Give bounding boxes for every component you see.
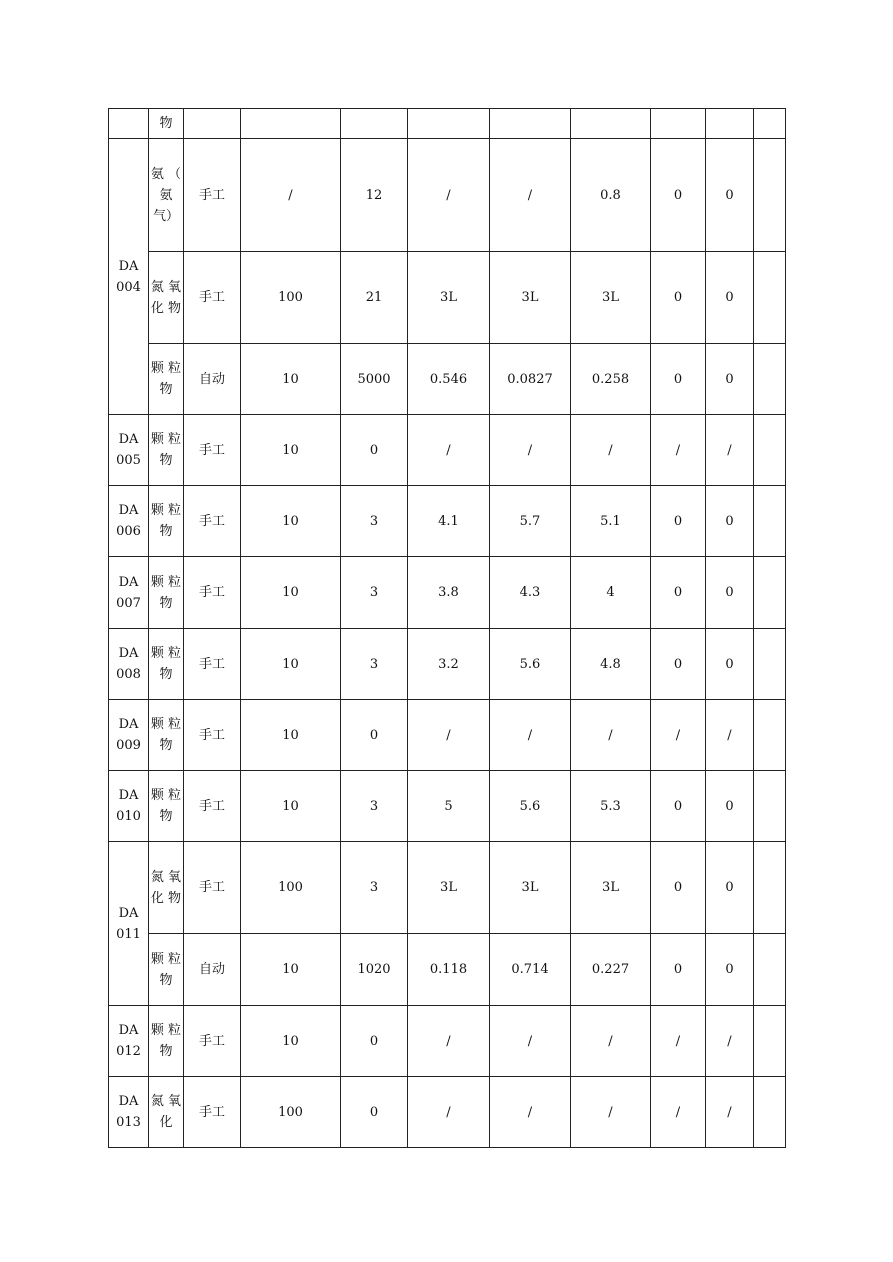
method-cell: 手工 xyxy=(184,557,241,629)
value-cell: 10 xyxy=(241,486,341,557)
value-cell xyxy=(490,109,571,139)
value-cell: 100 xyxy=(241,252,341,344)
value-cell: 4 xyxy=(571,557,651,629)
value-cell xyxy=(408,109,490,139)
value-cell: 0 xyxy=(651,842,706,934)
value-cell: 100 xyxy=(241,842,341,934)
value-cell: / xyxy=(651,700,706,771)
value-cell: 0 xyxy=(706,252,754,344)
value-cell: 5.7 xyxy=(490,486,571,557)
value-cell: 3L xyxy=(571,842,651,934)
pollutant-cell: 颗 粒 物 xyxy=(149,629,184,700)
value-cell: 3L xyxy=(571,252,651,344)
table-row xyxy=(109,415,786,486)
outlet-id-cell xyxy=(109,109,149,139)
method-cell: 手工 xyxy=(184,629,241,700)
table-row xyxy=(109,252,786,344)
method-cell: 手工 xyxy=(184,700,241,771)
value-cell: 100 xyxy=(241,1077,341,1148)
pollutant-cell: 颗 粒 物 xyxy=(149,415,184,486)
value-cell xyxy=(754,139,786,252)
value-cell: 10 xyxy=(241,344,341,415)
outlet-id-cell: DA 009 xyxy=(109,700,149,771)
table-row xyxy=(109,109,786,139)
value-cell xyxy=(241,109,341,139)
outlet-id-cell: DA 010 xyxy=(109,771,149,842)
value-cell: 0 xyxy=(341,700,408,771)
value-cell: 0 xyxy=(651,557,706,629)
value-cell: / xyxy=(490,415,571,486)
value-cell: / xyxy=(706,415,754,486)
value-cell xyxy=(754,934,786,1006)
outlet-id-cell: DA 008 xyxy=(109,629,149,700)
value-cell xyxy=(754,486,786,557)
method-cell: 手工 xyxy=(184,252,241,344)
table-row xyxy=(109,842,786,934)
method-cell xyxy=(184,109,241,139)
pollutant-cell: 颗 粒 物 xyxy=(149,486,184,557)
value-cell: 5 xyxy=(408,771,490,842)
value-cell: / xyxy=(490,1006,571,1077)
value-cell: 3L xyxy=(408,842,490,934)
value-cell xyxy=(571,109,651,139)
value-cell xyxy=(754,415,786,486)
value-cell: 5.1 xyxy=(571,486,651,557)
method-cell: 手工 xyxy=(184,1077,241,1148)
table-row xyxy=(109,486,786,557)
value-cell: / xyxy=(490,700,571,771)
value-cell: 0 xyxy=(341,415,408,486)
value-cell: / xyxy=(571,415,651,486)
value-cell: 0 xyxy=(651,344,706,415)
value-cell: 0 xyxy=(706,557,754,629)
value-cell: 5000 xyxy=(341,344,408,415)
value-cell: / xyxy=(571,1006,651,1077)
value-cell: / xyxy=(706,1006,754,1077)
value-cell: 0 xyxy=(706,344,754,415)
value-cell: 21 xyxy=(341,252,408,344)
value-cell: 3 xyxy=(341,486,408,557)
table-row xyxy=(109,771,786,842)
value-cell: 3.2 xyxy=(408,629,490,700)
outlet-id-cell: DA 012 xyxy=(109,1006,149,1077)
value-cell: 0.227 xyxy=(571,934,651,1006)
value-cell xyxy=(754,629,786,700)
value-cell: 0.0827 xyxy=(490,344,571,415)
pollutant-cell: 氨 （ 氨 气） xyxy=(149,139,184,252)
value-cell: 0 xyxy=(651,139,706,252)
pollutant-cell: 颗 粒 物 xyxy=(149,934,184,1006)
value-cell: 1020 xyxy=(341,934,408,1006)
value-cell: 0 xyxy=(651,771,706,842)
pollutant-cell: 氮 氧 化 xyxy=(149,1077,184,1148)
value-cell: 5.3 xyxy=(571,771,651,842)
table-row xyxy=(109,934,786,1006)
method-cell: 自动 xyxy=(184,934,241,1006)
value-cell xyxy=(754,700,786,771)
value-cell xyxy=(754,771,786,842)
value-cell: / xyxy=(408,700,490,771)
outlet-id-cell: DA 006 xyxy=(109,486,149,557)
pollutant-cell: 颗 粒 物 xyxy=(149,344,184,415)
value-cell xyxy=(754,252,786,344)
value-cell: 12 xyxy=(341,139,408,252)
value-cell: 0.118 xyxy=(408,934,490,1006)
value-cell: 10 xyxy=(241,415,341,486)
value-cell: / xyxy=(651,1077,706,1148)
value-cell: 0 xyxy=(651,934,706,1006)
value-cell: 0 xyxy=(706,771,754,842)
table-row xyxy=(109,344,786,415)
value-cell: / xyxy=(706,700,754,771)
value-cell: 3 xyxy=(341,557,408,629)
method-cell: 自动 xyxy=(184,344,241,415)
pollutant-cell: 氮 氧 化 物 xyxy=(149,252,184,344)
table-row xyxy=(109,1077,786,1148)
value-cell: 0.714 xyxy=(490,934,571,1006)
pollutant-cell: 颗 粒 物 xyxy=(149,557,184,629)
value-cell: 4.8 xyxy=(571,629,651,700)
method-cell: 手工 xyxy=(184,771,241,842)
value-cell: 3.8 xyxy=(408,557,490,629)
value-cell: 10 xyxy=(241,1006,341,1077)
value-cell xyxy=(651,109,706,139)
value-cell xyxy=(341,109,408,139)
value-cell xyxy=(754,842,786,934)
value-cell xyxy=(754,109,786,139)
outlet-id-cell: DA 005 xyxy=(109,415,149,486)
outlet-id-cell: DA 007 xyxy=(109,557,149,629)
value-cell: 0 xyxy=(341,1077,408,1148)
value-cell: 10 xyxy=(241,934,341,1006)
value-cell: 0.546 xyxy=(408,344,490,415)
value-cell: 0 xyxy=(706,139,754,252)
table-row xyxy=(109,700,786,771)
value-cell: 3 xyxy=(341,842,408,934)
pollutant-cell: 物 xyxy=(149,109,184,139)
value-cell: 3L xyxy=(408,252,490,344)
value-cell: 0.8 xyxy=(571,139,651,252)
value-cell: 4.1 xyxy=(408,486,490,557)
value-cell: 4.3 xyxy=(490,557,571,629)
value-cell: / xyxy=(571,700,651,771)
value-cell: / xyxy=(490,1077,571,1148)
pollutant-cell: 颗 粒 物 xyxy=(149,700,184,771)
value-cell: / xyxy=(408,1006,490,1077)
value-cell: 0 xyxy=(706,842,754,934)
table-row xyxy=(109,1006,786,1077)
value-cell: / xyxy=(241,139,341,252)
outlet-id-cell: DA 011 xyxy=(109,842,149,1006)
value-cell: 10 xyxy=(241,700,341,771)
value-cell: 3L xyxy=(490,842,571,934)
method-cell: 手工 xyxy=(184,139,241,252)
outlet-id-cell: DA 004 xyxy=(109,139,149,415)
value-cell: 3L xyxy=(490,252,571,344)
value-cell: 0.258 xyxy=(571,344,651,415)
value-cell: 5.6 xyxy=(490,771,571,842)
pollutant-cell: 颗 粒 物 xyxy=(149,771,184,842)
value-cell xyxy=(754,557,786,629)
value-cell: 10 xyxy=(241,771,341,842)
value-cell: 0 xyxy=(706,934,754,1006)
value-cell: / xyxy=(408,139,490,252)
value-cell: 3 xyxy=(341,629,408,700)
value-cell: / xyxy=(571,1077,651,1148)
value-cell xyxy=(706,109,754,139)
value-cell: 0 xyxy=(651,486,706,557)
value-cell: / xyxy=(408,415,490,486)
value-cell: 0 xyxy=(651,252,706,344)
value-cell: / xyxy=(408,1077,490,1148)
pollutant-cell: 氮 氧 化 物 xyxy=(149,842,184,934)
method-cell: 手工 xyxy=(184,842,241,934)
value-cell: 10 xyxy=(241,629,341,700)
table-row xyxy=(109,139,786,252)
value-cell: 0 xyxy=(341,1006,408,1077)
table-row xyxy=(109,557,786,629)
value-cell xyxy=(754,344,786,415)
value-cell xyxy=(754,1006,786,1077)
monitoring-data-table xyxy=(108,108,786,1148)
value-cell: 10 xyxy=(241,557,341,629)
table-row xyxy=(109,629,786,700)
value-cell xyxy=(754,1077,786,1148)
value-cell: / xyxy=(706,1077,754,1148)
method-cell: 手工 xyxy=(184,1006,241,1077)
pollutant-cell: 颗 粒 物 xyxy=(149,1006,184,1077)
method-cell: 手工 xyxy=(184,415,241,486)
value-cell: 0 xyxy=(706,629,754,700)
value-cell: / xyxy=(651,1006,706,1077)
outlet-id-cell: DA 013 xyxy=(109,1077,149,1148)
method-cell: 手工 xyxy=(184,486,241,557)
value-cell: 0 xyxy=(651,629,706,700)
value-cell: 5.6 xyxy=(490,629,571,700)
value-cell: 3 xyxy=(341,771,408,842)
value-cell: 0 xyxy=(706,486,754,557)
value-cell: / xyxy=(651,415,706,486)
value-cell: / xyxy=(490,139,571,252)
